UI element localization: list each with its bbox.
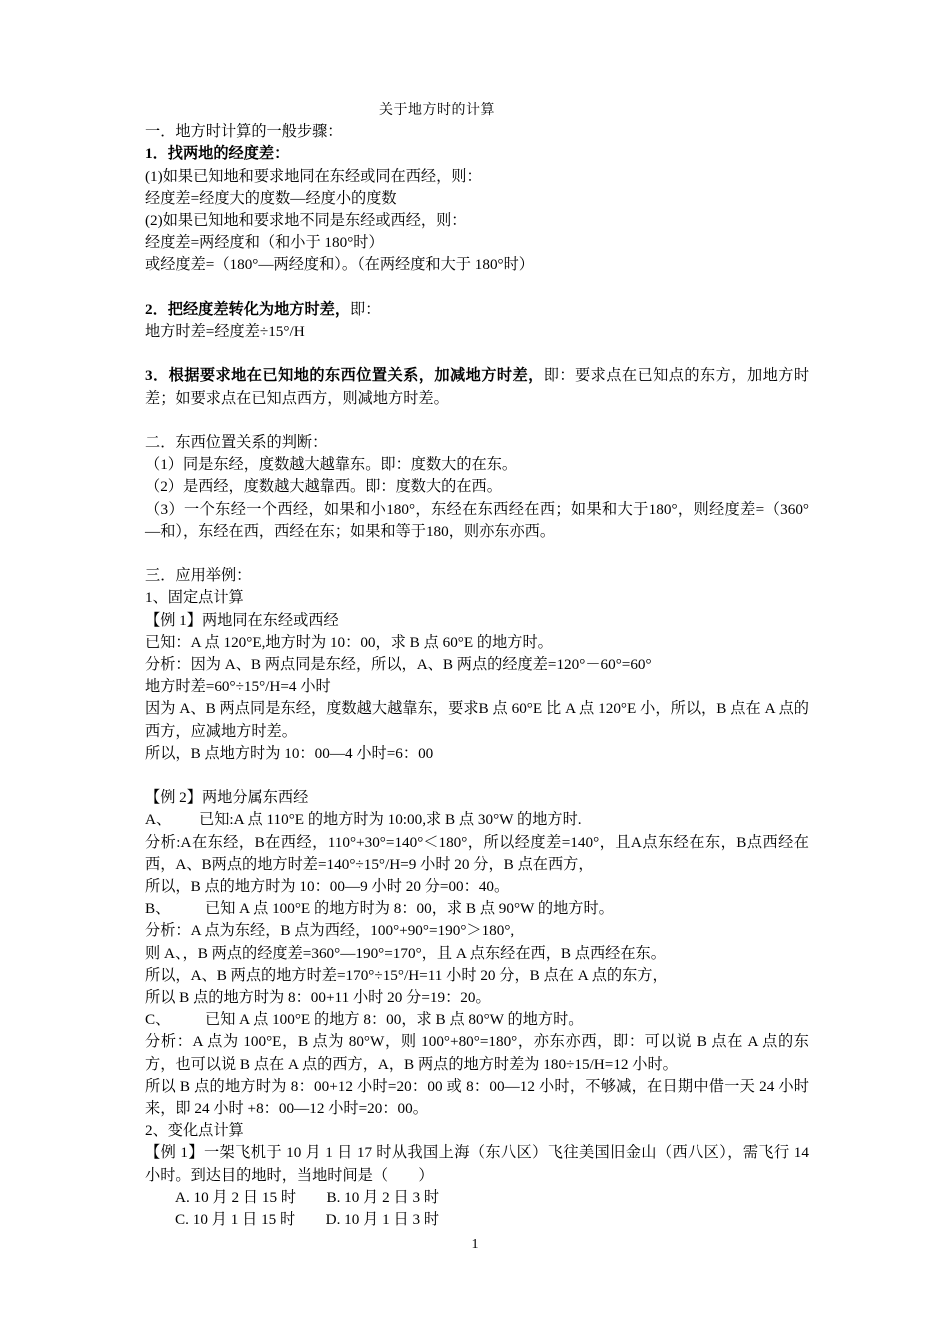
section-3-heading: 三．应用举例： — [145, 567, 252, 585]
section-2-item-3: （3）一个东经一个西经，如果和小180°，东经在东西经在西；如果和大于180°，则经度差=（360°—和），东经在西，西经在东；如果和等于180，则亦东亦西。 — [145, 500, 809, 540]
step-1-heading — [145, 143, 809, 165]
example-2-b-text: 已知 A 点 100°E 的地方时为 8：00，求 B 点 90°W 的地方时。 — [205, 900, 614, 918]
step-1-line-1: (1)如果已知地和要求地同在东经或同在西经，则： — [145, 167, 482, 185]
example-1-line-5: 所以，B 点地方时为 10：00—4 小时=6：00 — [145, 744, 434, 762]
subsection-2-heading: 2、变化点计算 — [145, 1122, 244, 1140]
example-1-label: 【例 1】两地同在东经或西经 — [145, 611, 339, 629]
step-3-paragraph — [145, 365, 809, 409]
document-body — [145, 99, 809, 1231]
example-2-b-marker: B、 — [145, 900, 171, 918]
step-1-line-4: 经度差=两经度和（和小于 180°时） — [145, 234, 384, 252]
section-1-heading: 一．地方时计算的一般步骤： — [145, 123, 343, 141]
page-title: 关于地方时的计算 — [379, 102, 495, 118]
example-2-a-marker: A、 — [145, 811, 172, 829]
example-1-line-1: 已知：A 点 120°E,地方时为 10：00，求 B 点 60°E 的地方时。 — [145, 633, 553, 651]
example-2-c-line — [145, 1009, 809, 1031]
step-1-bold: 1．找两地的经度差： — [145, 145, 290, 163]
example-2-b-line-1: 分析：A 点为东经，B 点为西经，100°+90°=190°＞180°, — [145, 922, 515, 940]
section-2-heading: 二．东西位置关系的判断： — [145, 434, 328, 451]
section-2-item-1: （1）同是东经，度数越大越靠东。即：度数大的在东。 — [145, 456, 518, 474]
example-2-b-line — [145, 898, 809, 920]
example-2-c-result: 所以 B 点的地方时为 8：00+12 小时=20：00 或 8：00—12 小时，不够减，在日期中借一天 24 小时来，即 24 小时 +8：00—12 小时=20：00。 — [145, 1077, 809, 1118]
spacer — [145, 410, 809, 432]
example-3-options-1: A. 10 月 2 日 15 时 B. 10 月 2 日 3 时 — [175, 1188, 440, 1206]
spacer — [145, 277, 809, 299]
example-3-question — [145, 1142, 809, 1186]
example-2-a-analysis: 分析:A在东经，B在西经，110°+30°=140°＜180°，所以经度差=140°，且A点东经在东，B点西经在西，A、B两点的地方时差=140°÷15°/H=9 小时 20 分，B 点在西方， — [145, 833, 809, 873]
example-2-a-line — [145, 809, 809, 831]
step-3-bold: 3．根据要求地在已知地的东西位置关系，加减地方时差， — [145, 367, 544, 385]
step-2-bold: 2．把经度差转化为地方时差， — [145, 300, 351, 318]
example-2-c-analysis: 分析：A 点为 100°E，B 点为 80°W，则 100°+80°=180°，亦东亦西，即：可以说 B 点在 A 点的东方，也可以说 B 点在 A 点的西方，A，B 两点的地方时差为 180÷15/H=12 小时。 — [145, 1033, 809, 1073]
step-3-tail: 即：要求点在已知点的东方，加地方时差；如要求点在已知点西方，则减地方时差。 — [145, 367, 810, 407]
subsection-1-heading: 1、固定点计算 — [145, 589, 244, 607]
spacer — [145, 765, 809, 787]
example-2-b-line-3: 所以，A、B 两点的地方时差=170°÷15°/H=11 小时 20 分，B 点在 A 点的东方， — [145, 966, 668, 984]
example-3-label: 【例 1】 — [145, 1144, 204, 1162]
example-1-line-2: 分析：因为 A、B 两点同是东经，所以，A、B 两点的经度差=120°－60°=60° — [145, 656, 652, 674]
step-2-line: 地方时差=经度差÷15°/H — [145, 323, 305, 341]
step-2-tail: 即： — [350, 300, 381, 318]
example-2-a-text: 已知:A 点 110°E 的地方时为 10:00,求 B 点 30°W 的地方时. — [199, 811, 582, 829]
example-2-b-line-4: 所以 B 点的地方时为 8：00+11 小时 20 分=19：20。 — [145, 989, 491, 1007]
example-2-b-line-2: 则 A、，B 两点的经度差=360°—190°=170°，且 A 点东经在西，B 点西经在东。 — [145, 944, 666, 962]
step-1-line-5: 或经度差=（180°—两经度和）。（在两经度和大于 180°时） — [145, 256, 534, 274]
spacer — [145, 343, 809, 365]
example-1-line-3: 地方时差=60°÷15°/H=4 小时 — [145, 678, 331, 696]
example-3-text: 一架飞机于 10 月 1 日 17 时从我国上海（东八区）飞往美国旧金山（西八区），需飞行 14 小时。到达目的地时，当地时间是（ ） — [145, 1144, 809, 1184]
example-2-label: 【例 2】两地分属东西经 — [145, 789, 309, 807]
section-2-item-2: （2）是西经，度数越大越靠西。即：度数大的在西。 — [145, 478, 502, 496]
example-2-c-marker: C、 — [145, 1011, 171, 1029]
example-2-a-result: 所以，B 点的地方时为 10：00—9 小时 20 分=00：40。 — [145, 878, 510, 896]
example-3-options-2: C. 10 月 1 日 15 时 D. 10 月 1 日 3 时 — [175, 1211, 440, 1229]
example-1-line-4: 因为 A、B 两点同是东经，度数越大越靠东，要求B 点 60°E 比 A 点 120°E 小，所以，B 点在 A 点的西方，应减地方时差。 — [145, 700, 809, 740]
page-number: 1 — [471, 1237, 479, 1252]
example-2-c-text: 已知 A 点 100°E 的地方 8：00，求 B 点 80°W 的地方时。 — [205, 1011, 584, 1029]
step-1-line-3: (2)如果已知地和要求地不同是东经或西经，则： — [145, 212, 467, 230]
step-1-line-2: 经度差=经度大的度数—经度小的度数 — [145, 189, 397, 207]
spacer — [145, 543, 809, 565]
step-2-heading — [145, 299, 809, 321]
